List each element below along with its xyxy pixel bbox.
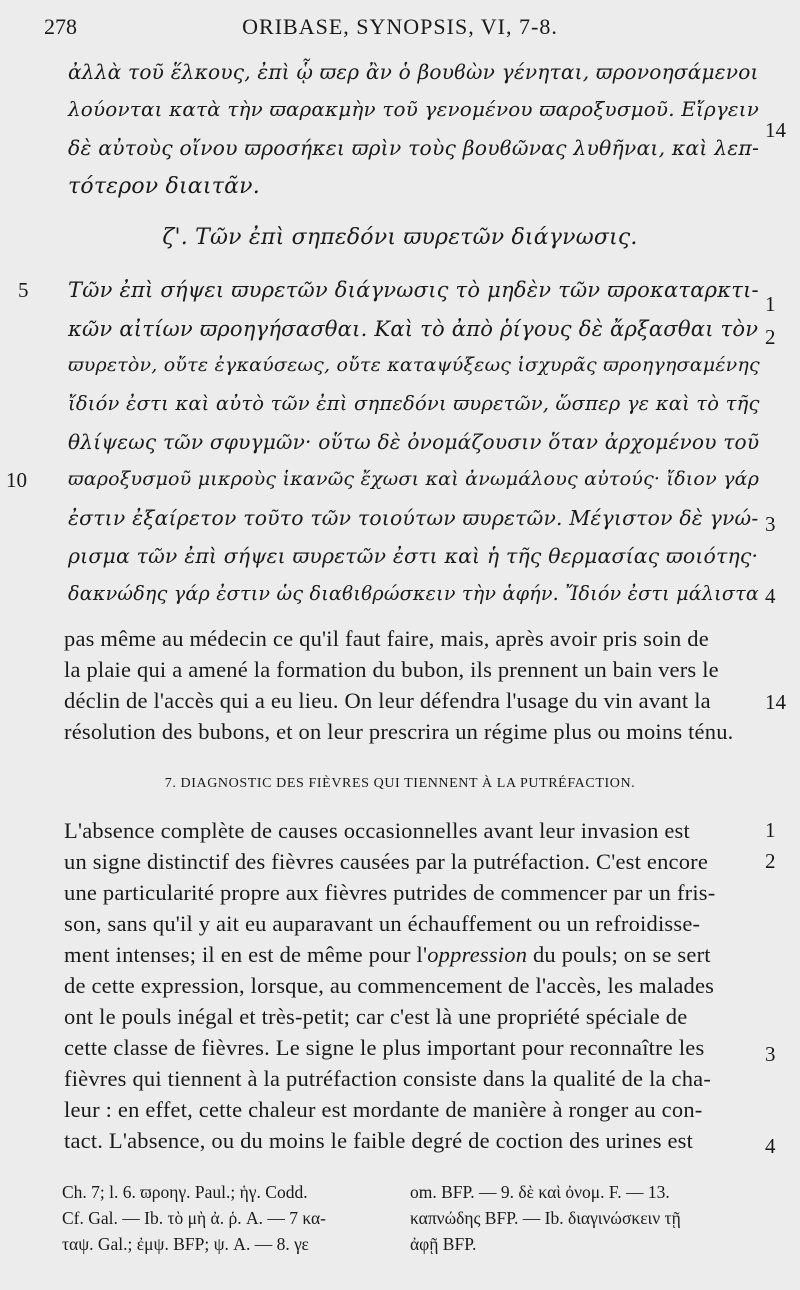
french-line: cette classe de fièvres. Le signe le plus important pour reconnaître les [64,1035,705,1060]
footnote-line: Ch. 7; l. 6. ϖροηγ. Paul.; ἡγ. Codd. [62,1182,308,1202]
french-line: L'absence complète de causes occasionnelles avant leur invasion est [64,818,690,843]
french-line: ont le pouls inégal et très-petit; car c'est là une propriété spéciale de [64,1004,688,1029]
french-line: la plaie qui a amené la formation du bubon, ils prennent un bain vers le [64,657,719,682]
french-text: ment intenses; il en est de même pour l' [64,942,428,967]
greek-section-heading: ζ'. Τῶν ἐπὶ σηπεδόνι ϖυρετῶν διάγνωσις. [162,225,638,250]
greek-line: τότερον διαιτᾶν. [68,174,260,199]
french-margin-number: 4 [765,1134,776,1158]
footnote-line: ταψ. Gal.; ἐμψ. BFP; ψ. A. — 8. γε [62,1234,309,1254]
greek-margin-number: 14 [765,118,786,142]
greek-margin-number: 2 [765,325,776,349]
french-margin-number: 3 [765,1042,776,1066]
running-title: ORIBASE, SYNOPSIS, VI, 7-8. [242,14,558,39]
french-text: du pouls; on se sert [527,942,711,967]
french-line: tact. L'absence, ou du moins le faible degré de coction des urines est [64,1128,694,1153]
french-line: de cette expression, lorsque, au commencement de l'accès, les malades [64,973,715,998]
footnote-line: Cf. Gal. — Ib. τὸ μὴ ἀ. ῥ. A. — 7 κα- [62,1208,326,1228]
greek-line: κῶν αἰτίων ϖροηγήσασθαι. Καὶ τὸ ἀπὸ ῥίγους δὲ ἄρξασθαι τὸν [68,316,759,341]
greek-line-number: 5 [18,278,29,302]
greek-line: Τῶν ἐπὶ σήψει ϖυρετῶν διάγνωσις τὸ μηδὲν τῶν ϖροκαταρκτι- [68,277,759,302]
french-line: pas même au médecin ce qu'il faut faire, mais, après avoir pris soin de [64,626,709,651]
greek-margin-number: 3 [765,512,776,536]
greek-line: ϖυρετὸν, οὔτε ἐγκαύσεως, οὔτε καταψύξεως ἰσχυρᾶς ϖροηγησαμένης [68,354,760,376]
greek-line: δακνώδης γάρ ἐστιν ὡς διαϐιϐρώσκειν τὴν ἁφήν. Ἴδιόν ἐστι μάλιστα [68,582,760,605]
page-number: 278 [44,14,77,39]
greek-line: δὲ αὐτοὺς οἴνου ϖροσήκει ϖρὶν τοὺς βουϐῶνας λυθῆναι, καὶ λεπ- [68,136,760,160]
greek-line-number: 10 [6,468,27,492]
greek-line: θλίψεως τῶν σφυγμῶν· οὕτω δὲ ὀνομάζουσιν ὅταν ἀρχομένου τοῦ [68,430,760,454]
greek-line: ρισμα τῶν ἐπὶ σήψει ϖυρετῶν ἐστι καὶ ἡ τῆς θερμασίας ϖοιότης· [68,544,759,568]
greek-line: ἴδιόν ἐστι καὶ αὐτὸ τῶν ἐπὶ σηπεδόνι ϖυρετῶν, ὥσπερ γε καὶ τὸ τῆς [68,392,760,415]
footnote-line: καπνώδης BFP. — Ib. διαγινώσκειν τῇ [410,1208,681,1228]
greek-margin-number: 1 [765,292,776,316]
french-margin-number: 1 [765,818,776,842]
footnote-line: om. BFP. — 9. δὲ καὶ ὀνομ. F. — 13. [410,1182,670,1202]
greek-margin-number: 4 [765,584,776,608]
french-line: un signe distinctif des fièvres causées par la putréfaction. C'est encore [64,849,709,874]
french-line [64,942,711,968]
french-margin-number: 14 [765,690,786,714]
french-line: leur : en effet, cette chaleur est mordante de manière à ronger au con- [64,1097,703,1122]
french-section-heading: 7. DIAGNOSTIC DES FIÈVRES QUI TIENNENT À LA PUTRÉFACTION. [164,776,636,791]
french-line: son, sans qu'il y ait eu auparavant un échauffement ou un refroidisse- [64,911,701,936]
greek-line: λούονται κατὰ τὴν ϖαρακμὴν τοῦ γενομένου ϖαροξυσμοῦ. Εἴργειν [68,98,760,121]
greek-line: ϖαροξυσμοῦ μικροὺς ἱκανῶς ἔχωσι καὶ ἀνωμάλους αὐτούς· ἴδιον γάρ [68,468,760,490]
french-line: déclin de l'accès qui a eu lieu. On leur défendra l'usage du vin avant la [64,688,711,713]
french-margin-number: 2 [765,849,776,873]
footnote-line: ἀφῇ BFP. [410,1234,477,1254]
greek-line: ἐστιν ἐξαίρετον τοῦτο τῶν τοιούτων ϖυρετῶν. Μέγιστον δὲ γνώ- [68,506,759,530]
french-italic-term: oppression [427,942,528,967]
french-line: fièvres qui tiennent à la putréfaction consiste dans la qualité de la cha- [64,1066,712,1091]
page-header [40,14,760,48]
french-line: une particularité propre aux fièvres putrides de commencer par un fris- [64,880,716,905]
greek-line: ἀλλὰ τοῦ ἕλκους, ἐπὶ ᾧ ϖερ ἂν ὁ βουϐὼν γένηται, ϖρονοησάμενοι [68,60,759,84]
french-line: résolution des bubons, et on leur prescrira un régime plus ou moins ténu. [64,719,734,744]
